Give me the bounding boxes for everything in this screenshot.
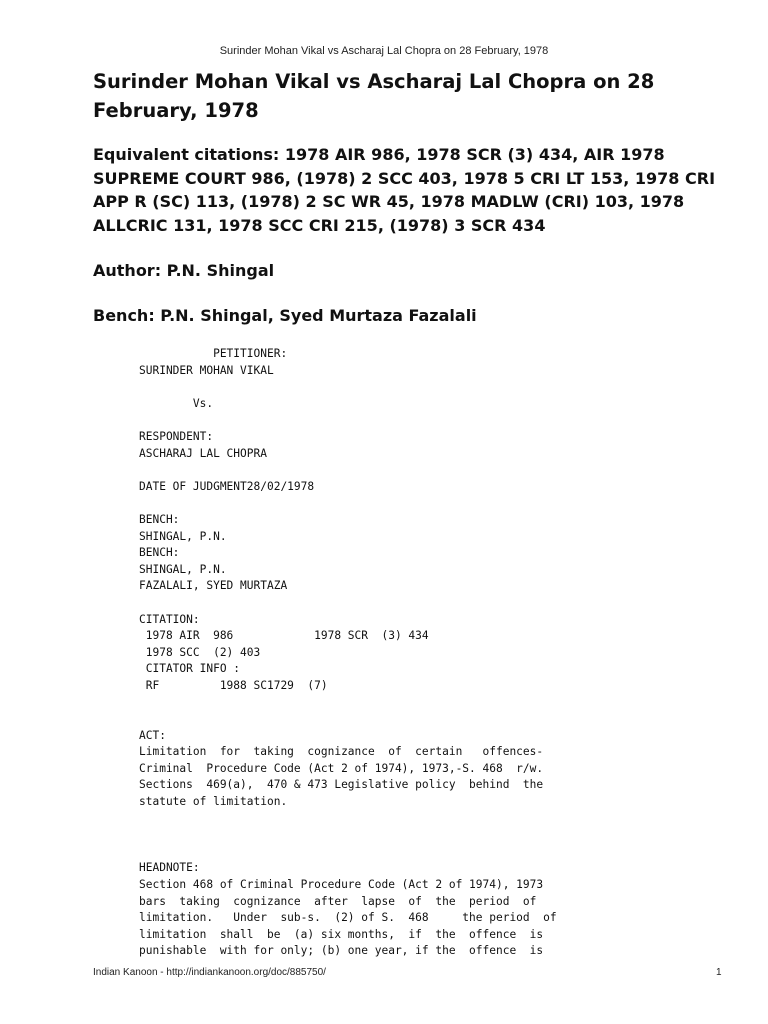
footer-source-link[interactable]: Indian Kanoon - http://indiankanoon.org/doc/885750/ <box>93 967 326 978</box>
author-line: Author: P.N. Shingal <box>93 261 275 280</box>
page-title: Surinder Mohan Vikal vs Ascharaj Lal Chopra on 28 February, 1978 <box>93 70 655 122</box>
bench-line: Bench: P.N. Shingal, Syed Murtaza Fazalali <box>93 306 477 325</box>
judgment-text: PETITIONER: SURINDER MOHAN VIKAL Vs. RESPONDENT: ASCHARAJ LAL CHOPRA DATE OF JUDGMENT28/02/1978 BENCH: SHINGAL, P.N. BENCH: SHINGAL, P.N. FAZALALI, SYED MURTAZA CITATION: 1978 AIR 986 1978 SCR (3) 434 1978 SCC (2) 403 CITATOR INFO : RF 1988 SC1729 (7) ACT: Limitation for taking cognizance of certain offences- Criminal Procedure Code (Act 2 of 1974), 1973,-S. 468 r/w. Sections 469(a), 470 & 473 Legislative policy behind the statute of limitation. HEADNOTE: Section 468 of Criminal Procedure Code (Act 2 of 1974), 1973 bars taking cognizance after lapse of the period of limitation. Under sub-s. (2) of S. 468 the period of limitation shall be (a) six months, if the offence is punishable with for only; (b) one year, if the offence is <box>139 347 557 958</box>
equivalent-citations: Equivalent citations: 1978 AIR 986, 1978 SCR (3) 434, AIR 1978 SUPREME COURT 986, (1978) 2 SCC 403, 1978 5 CRI LT 153, 1978 CRI APP R (SC) 113, (1978) 2 SC WR 45, 1978 MADLW (CRI) 103, 1978 ALLCRIC 131, 1978 SCC CRI 215, (1978) 3 SCR 434 <box>93 145 716 235</box>
running-header: Surinder Mohan Vikal vs Ascharaj Lal Chopra on 28 February, 1978 <box>219 45 549 57</box>
page-number: 1 <box>716 967 722 978</box>
